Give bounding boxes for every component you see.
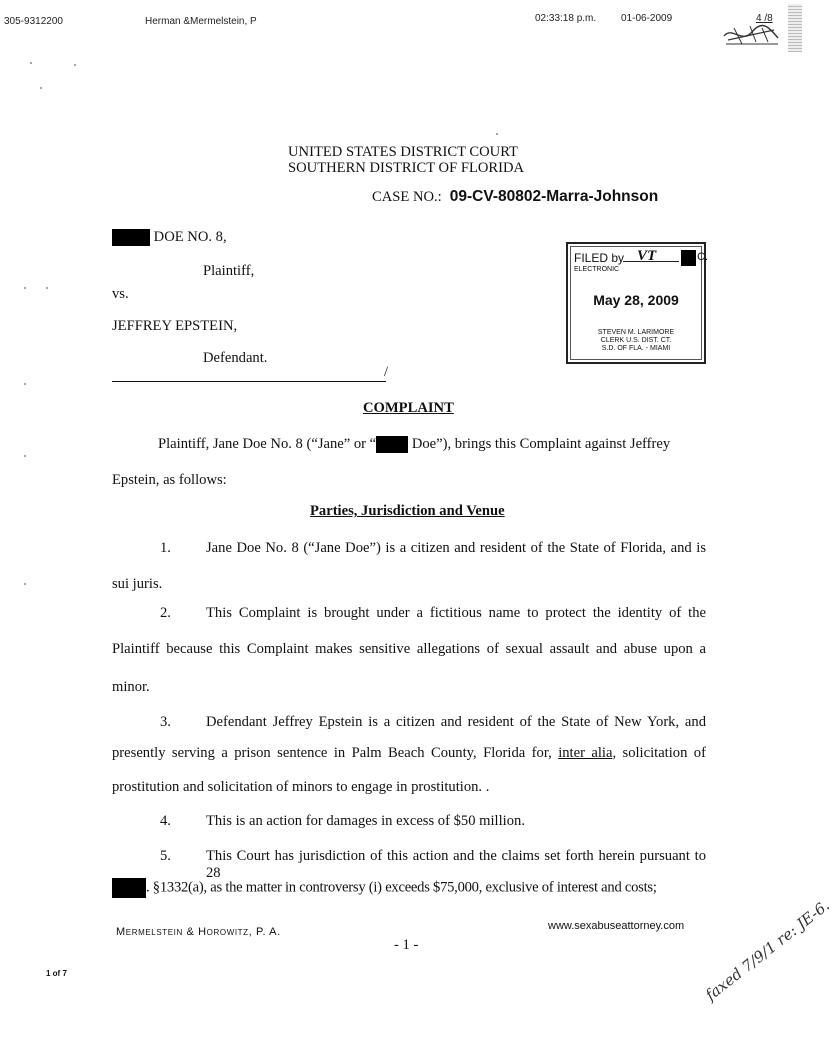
handwritten-note: faxed 7/9/1 re: JE-6. <box>702 896 833 1005</box>
scribble-mark <box>722 22 782 48</box>
fax-phone: 305-9312200 <box>4 16 63 27</box>
stamp-electronic: ELECTRONIC <box>574 266 620 273</box>
paragraph-2-line-2: Plaintiff because this Complaint makes sensitive allegations of sexual assault and abuse upon a <box>112 641 706 657</box>
redaction-bar <box>112 229 150 246</box>
stamp-date: May 28, 2009 <box>593 292 679 308</box>
court-name: UNITED STATES DISTRICT COURT <box>288 144 518 160</box>
paragraph-3-line-3: prostitution and solicitation of minors to engage in prostitution. . <box>112 779 490 795</box>
fax-page-indicator: 4 /8 <box>756 13 773 24</box>
plaintiff-line <box>112 229 227 246</box>
stamp-clerk-block <box>571 329 701 353</box>
paragraph-5-line-1: This Court has jurisdiction of this action and the claims set forth herein pursuant to 28 <box>206 848 706 881</box>
case-number: 09-CV-80802-Marra-Johnson <box>449 188 659 205</box>
paragraph-number: 5. <box>160 848 171 864</box>
footer-firm: Mermelstein & Horowitz, P. A. <box>116 926 281 938</box>
scan-speck <box>24 383 26 385</box>
stamp-clerk-line: S.D. OF FLA. - MIAMI <box>601 345 671 352</box>
case-number-line <box>372 188 658 206</box>
footer-page-number: - 1 - <box>394 937 419 953</box>
scan-speck <box>46 287 48 289</box>
inter-alia: inter alia <box>558 745 613 761</box>
stamp-clerk-line: STEVEN M. LARIMORE <box>597 329 675 336</box>
fax-date: 01-06-2009 <box>621 13 673 24</box>
paragraph-number: 4. <box>160 813 171 829</box>
scan-speck <box>24 287 26 289</box>
paragraph-number: 3. <box>160 714 171 730</box>
paragraph-4-line-1: This is an action for damages in excess of $50 million. <box>206 813 525 829</box>
scan-speck <box>24 583 26 585</box>
stamp-filed-by: FILED by <box>574 251 625 265</box>
paragraph-1-line-1: Jane Doe No. 8 (“Jane Doe”) is a citizen and resident of the State of Florida, and is <box>206 540 706 556</box>
section-heading: Parties, Jurisdiction and Venue <box>310 503 505 519</box>
footer-page-of: 1 of 7 <box>46 969 67 978</box>
scan-speck <box>74 64 76 66</box>
paragraph-3-text-a: presently serving a prison sentence in Palm Beach County, Florida for, <box>112 745 552 761</box>
versus-label: vs. <box>112 286 129 302</box>
fax-sender: Herman &Mermelstein, P <box>145 16 257 27</box>
scan-speck <box>24 455 26 457</box>
redaction-bar <box>376 436 408 453</box>
caption-slash: / <box>384 364 389 380</box>
paragraph-3-text-b: , solicitation of <box>612 745 706 761</box>
stamp-clerk-line: CLERK U.S. DIST. CT. <box>600 337 672 344</box>
caption-rule <box>112 381 386 382</box>
redaction-bar <box>112 878 146 898</box>
paragraph-number: 2. <box>160 605 171 621</box>
fax-time: 02:33:18 p.m. <box>535 13 597 24</box>
stamp-tail: C. <box>697 251 708 263</box>
defendant-name: JEFFREY EPSTEIN, <box>112 318 238 334</box>
paragraph-number: 1. <box>160 540 171 556</box>
paragraph-2-line-3: minor. <box>112 679 150 695</box>
case-label: CASE NO.: <box>372 189 442 205</box>
court-district: SOUTHERN DISTRICT OF FLORIDA <box>288 160 525 176</box>
plaintiff-name: DOE NO. 8, <box>153 229 227 245</box>
filing-stamp <box>566 242 706 364</box>
scan-speck <box>496 133 498 135</box>
scan-speck <box>40 87 42 89</box>
paragraph-2-line-1: This Complaint is brought under a fictitious name to protect the identity of the <box>206 605 706 621</box>
intro-line-2: Epstein, as follows: <box>112 472 227 488</box>
paragraph-3-line-1: Defendant Jeffrey Epstein is a citizen and resident of the State of New York, and <box>206 714 706 730</box>
plaintiff-role: Plaintiff, <box>203 263 255 279</box>
paragraph-5-line-2 <box>112 878 708 898</box>
paragraph-3-line-2 <box>112 745 706 762</box>
stamp-initials: VT <box>637 248 657 264</box>
intro-line-1 <box>158 436 670 453</box>
redaction-bar <box>681 250 696 266</box>
document-title: COMPLAINT <box>363 400 454 416</box>
intro-text-b: Doe”), brings this Complaint against Jeffrey <box>411 436 671 452</box>
scan-edge-strip <box>788 4 802 52</box>
defendant-role: Defendant. <box>203 350 268 366</box>
scan-speck <box>30 62 32 64</box>
paragraph-1-line-2: sui juris. <box>112 576 163 592</box>
paragraph-5-text: . §1332(a), as the matter in controversy (i) exceeds $75,000, exclusive of interest and costs; <box>146 879 657 896</box>
footer-website: www.sexabuseattorney.com <box>548 920 685 932</box>
intro-text-a: Plaintiff, Jane Doe No. 8 (“Jane” or “ <box>158 436 377 452</box>
